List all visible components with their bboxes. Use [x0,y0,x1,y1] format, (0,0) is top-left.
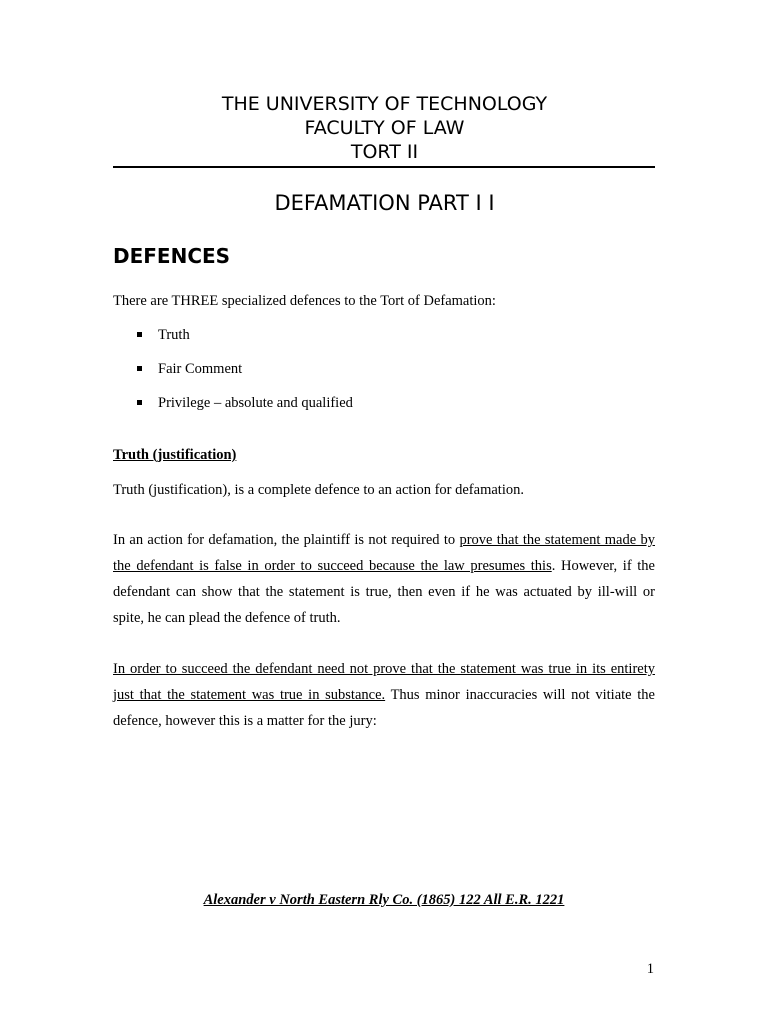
truth-heading: Truth (justification) [113,447,237,463]
list-item-label: Fair Comment [158,361,243,377]
truth-paragraph-1: Truth (justification), is a complete defence to an action for defamation. [113,482,524,498]
bullet-icon [137,366,142,371]
paragraph-text: Thus minor inaccuracies will not vitiate the defence, however this is a matter for the jury: [113,687,655,729]
header-rule [113,166,655,168]
intro-text: There are THREE specialized defences to the Tort of Defamation: [113,293,496,309]
underlined-text: In order to succeed the defendant need not prove that the statement was true in its entirety just that the statement was true in substance. [113,661,655,703]
document-header [114,92,655,164]
faculty-name: FACULTY OF LAW [304,117,465,139]
list-item-label: Truth [158,327,190,343]
bullet-icon [137,332,142,337]
paragraph-text: In an action for defamation, the plaintiff is not required to [113,532,460,548]
case-citation: Alexander v North Eastern Rly Co. (1865) 122 All E.R. 1221 [203,892,565,908]
page-number: 1 [646,961,654,977]
paragraph-text: . However, if the defendant can show that the statement is true, then even if he was actuated by ill-will or spite, he can plead the defence of truth. [113,558,655,626]
truth-paragraph-2 [113,527,655,631]
section-heading: DEFENCES [113,244,231,268]
document-title: DEFAMATION PART I I [274,191,495,215]
truth-paragraph-3 [113,656,655,734]
university-name: THE UNIVERSITY OF TECHNOLOGY [221,93,548,115]
list-item-label: Privilege – absolute and qualified [158,395,353,411]
list-item [113,360,353,394]
defences-list [113,326,353,428]
underlined-text: prove that the statement made by the defendant is false in order to succeed because the law presumes this [113,532,655,574]
bullet-icon [137,400,142,405]
list-item [113,394,353,428]
list-item [113,326,353,360]
course-name: TORT II [350,141,419,163]
